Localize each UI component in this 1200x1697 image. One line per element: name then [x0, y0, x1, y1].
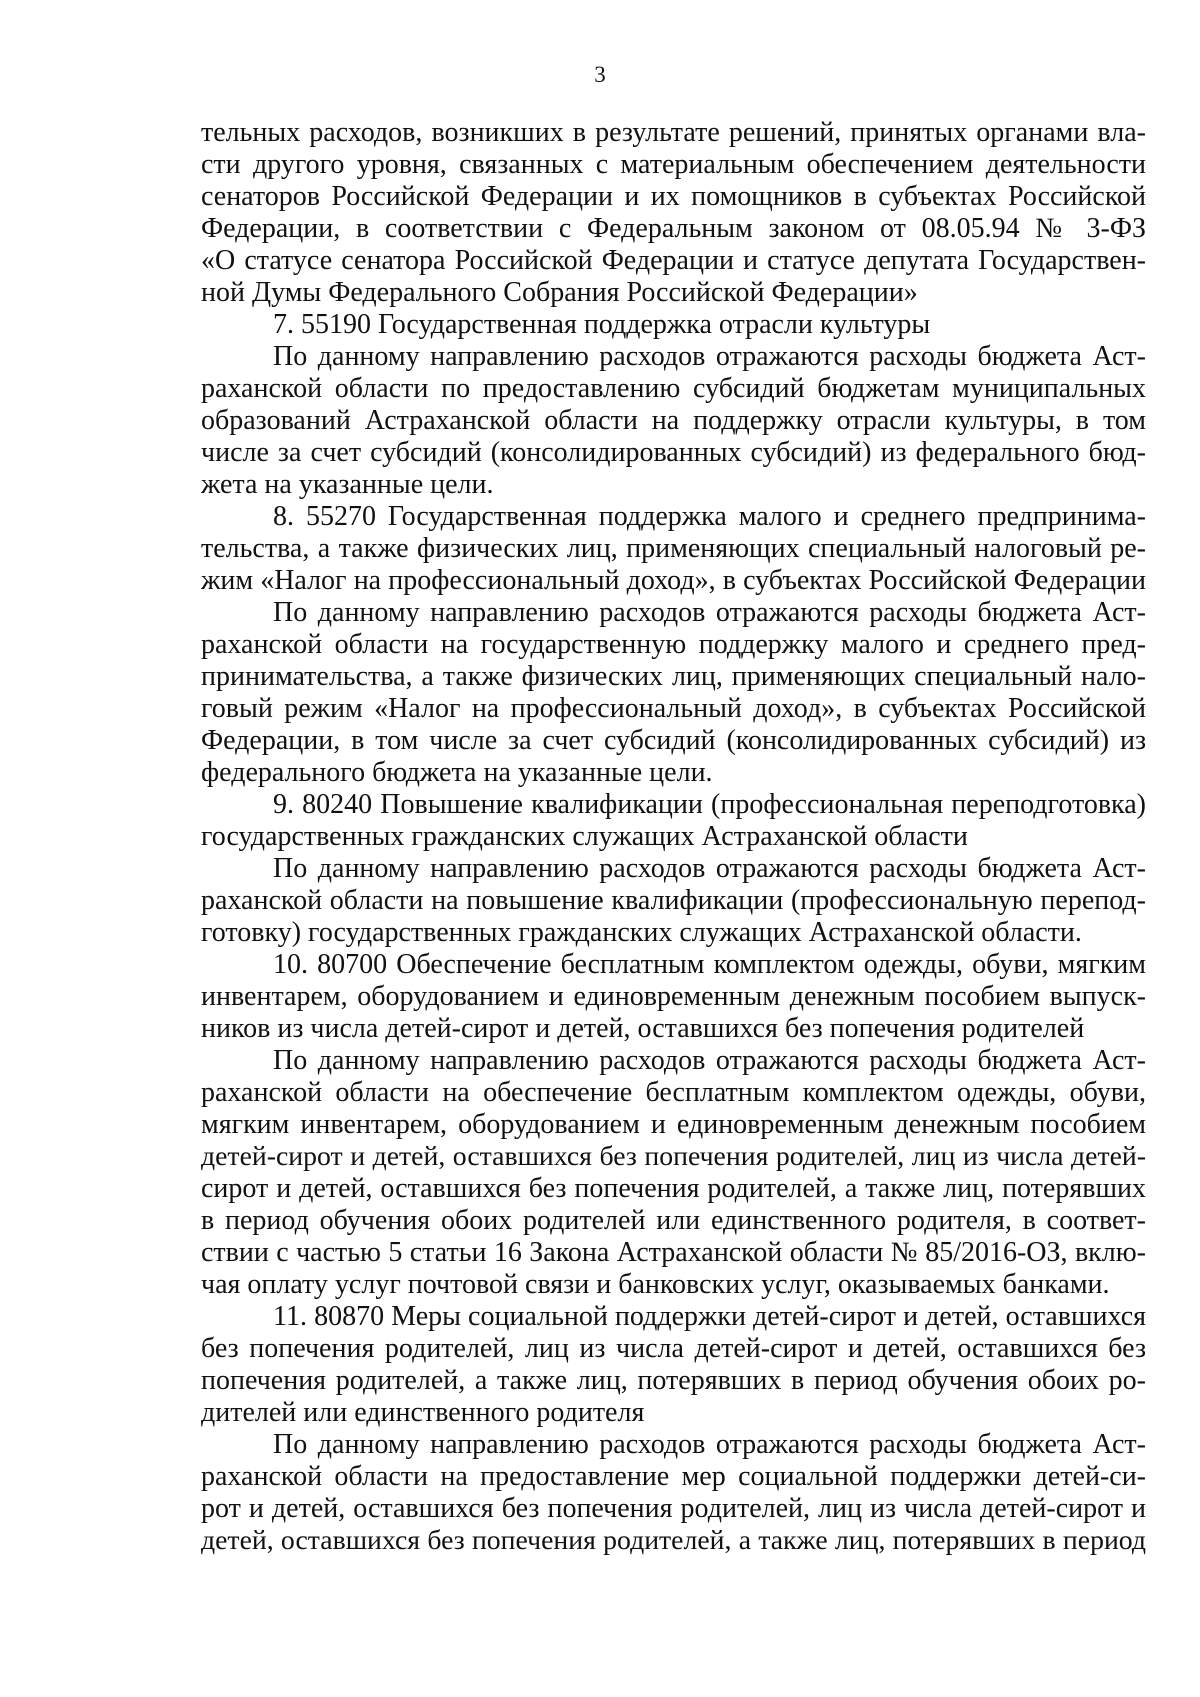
text-line: детей, оставшихся без попечения родителей, а также лиц, потерявших в период [201, 1525, 1146, 1556]
text-line: По данному направлению расходов отражаются расходы бюджета Аст- [273, 1045, 1146, 1076]
text-line: тельства, а также физических лиц, применяющих специальный налоговый ре- [201, 533, 1146, 564]
text-line: детей-сирот и детей, оставшихся без попечения родителей, лиц из числа детей- [201, 1141, 1146, 1172]
text-line: сирот и детей, оставшихся без попечения родителей, а также лиц, потерявших [201, 1173, 1146, 1204]
text-line: попечения родителей, а также лиц, потерявших в период обучения обоих ро- [201, 1365, 1146, 1396]
text-line: ников из числа детей-сирот и детей, оставшихся без попечения родителей [201, 1013, 1085, 1044]
text-line: готовку) государственных гражданских служащих Астраханской области. [201, 917, 1082, 948]
text-line: 7. 55190 Государственная поддержка отрасли культуры [273, 309, 931, 340]
text-line: жета на указанные цели. [201, 469, 494, 500]
text-line: чая оплату услуг почтовой связи и банковских услуг, оказываемых банками. [201, 1269, 1110, 1300]
text-line: рот и детей, оставшихся без попечения родителей, лиц из числа детей-сирот и [201, 1493, 1146, 1524]
text-line: 9. 80240 Повышение квалификации (профессиональная переподготовка) [273, 789, 1146, 820]
text-line: в период обучения обоих родителей или единственного родителя, в соответ- [201, 1205, 1146, 1236]
text-line: 11. 80870 Меры социальной поддержки детей-сирот и детей, оставшихся [273, 1301, 1146, 1332]
text-line: 8. 55270 Государственная поддержка малого и среднего предпринима- [273, 501, 1146, 532]
text-line: По данному направлению расходов отражаются расходы бюджета Аст- [273, 597, 1146, 628]
text-line: Федерации, в том числе за счет субсидий (консолидированных субсидий) из [201, 725, 1146, 756]
text-line: раханской области по предоставлению субсидий бюджетам муниципальных [201, 373, 1146, 404]
text-line: раханской области на повышение квалификации (профессиональную перепод- [201, 885, 1146, 916]
text-line: «О статусе сенатора Российской Федерации и статусе депутата Государствен- [201, 245, 1146, 276]
text-line: Федерации, в соответствии с Федеральным законом от 08.05.94 № 3-ФЗ [201, 213, 1146, 244]
text-line: принимательства, а также физических лиц, применяющих специальный нало- [201, 661, 1146, 692]
text-line: ной Думы Федерального Собрания Российской Федерации» [201, 277, 918, 308]
text-line: говый режим «Налог на профессиональный доход», в субъектах Российской [201, 693, 1146, 724]
text-line: раханской области на обеспечение бесплатным комплектом одежды, обуви, [201, 1077, 1146, 1108]
text-line: тельных расходов, возникших в результате решений, принятых органами вла- [201, 117, 1146, 148]
text-line: федерального бюджета на указанные цели. [201, 757, 713, 788]
text-line: По данному направлению расходов отражаются расходы бюджета Аст- [273, 1429, 1146, 1460]
text-line: числе за счет субсидий (консолидированных субсидий) из федерального бюд- [201, 437, 1146, 468]
text-line: инвентарем, оборудованием и единовременным денежным пособием выпуск- [201, 981, 1146, 1012]
text-line: образований Астраханской области на поддержку отрасли культуры, в том [201, 405, 1146, 436]
text-line: без попечения родителей, лиц из числа детей-сирот и детей, оставшихся без [201, 1333, 1146, 1364]
text-line: раханской области на государственную поддержку малого и среднего пред- [201, 629, 1146, 660]
text-line: сенаторов Российской Федерации и их помощников в субъектах Российской [201, 181, 1146, 212]
text-line: жим «Налог на профессиональный доход», в субъектах Российской Федерации [201, 565, 1146, 596]
text-line: мягким инвентарем, оборудованием и единовременным денежным пособием [201, 1109, 1146, 1140]
text-line: сти другого уровня, связанных с материальным обеспечением деятельности [201, 149, 1146, 180]
text-line: 10. 80700 Обеспечение бесплатным комплектом одежды, обуви, мягким [273, 949, 1146, 980]
text-line: По данному направлению расходов отражаются расходы бюджета Аст- [273, 341, 1146, 372]
text-line: государственных гражданских служащих Астраханской области [201, 821, 968, 852]
text-line: По данному направлению расходов отражаются расходы бюджета Аст- [273, 853, 1146, 884]
text-line: ствии с частью 5 статьи 16 Закона Астраханской области № 85/2016-ОЗ, вклю- [201, 1237, 1146, 1268]
page-number: 3 [594, 62, 606, 87]
document-body [201, 117, 1146, 1557]
text-line: раханской области на предоставление мер социальной поддержки детей-си- [201, 1461, 1146, 1492]
text-line: дителей или единственного родителя [201, 1397, 645, 1428]
